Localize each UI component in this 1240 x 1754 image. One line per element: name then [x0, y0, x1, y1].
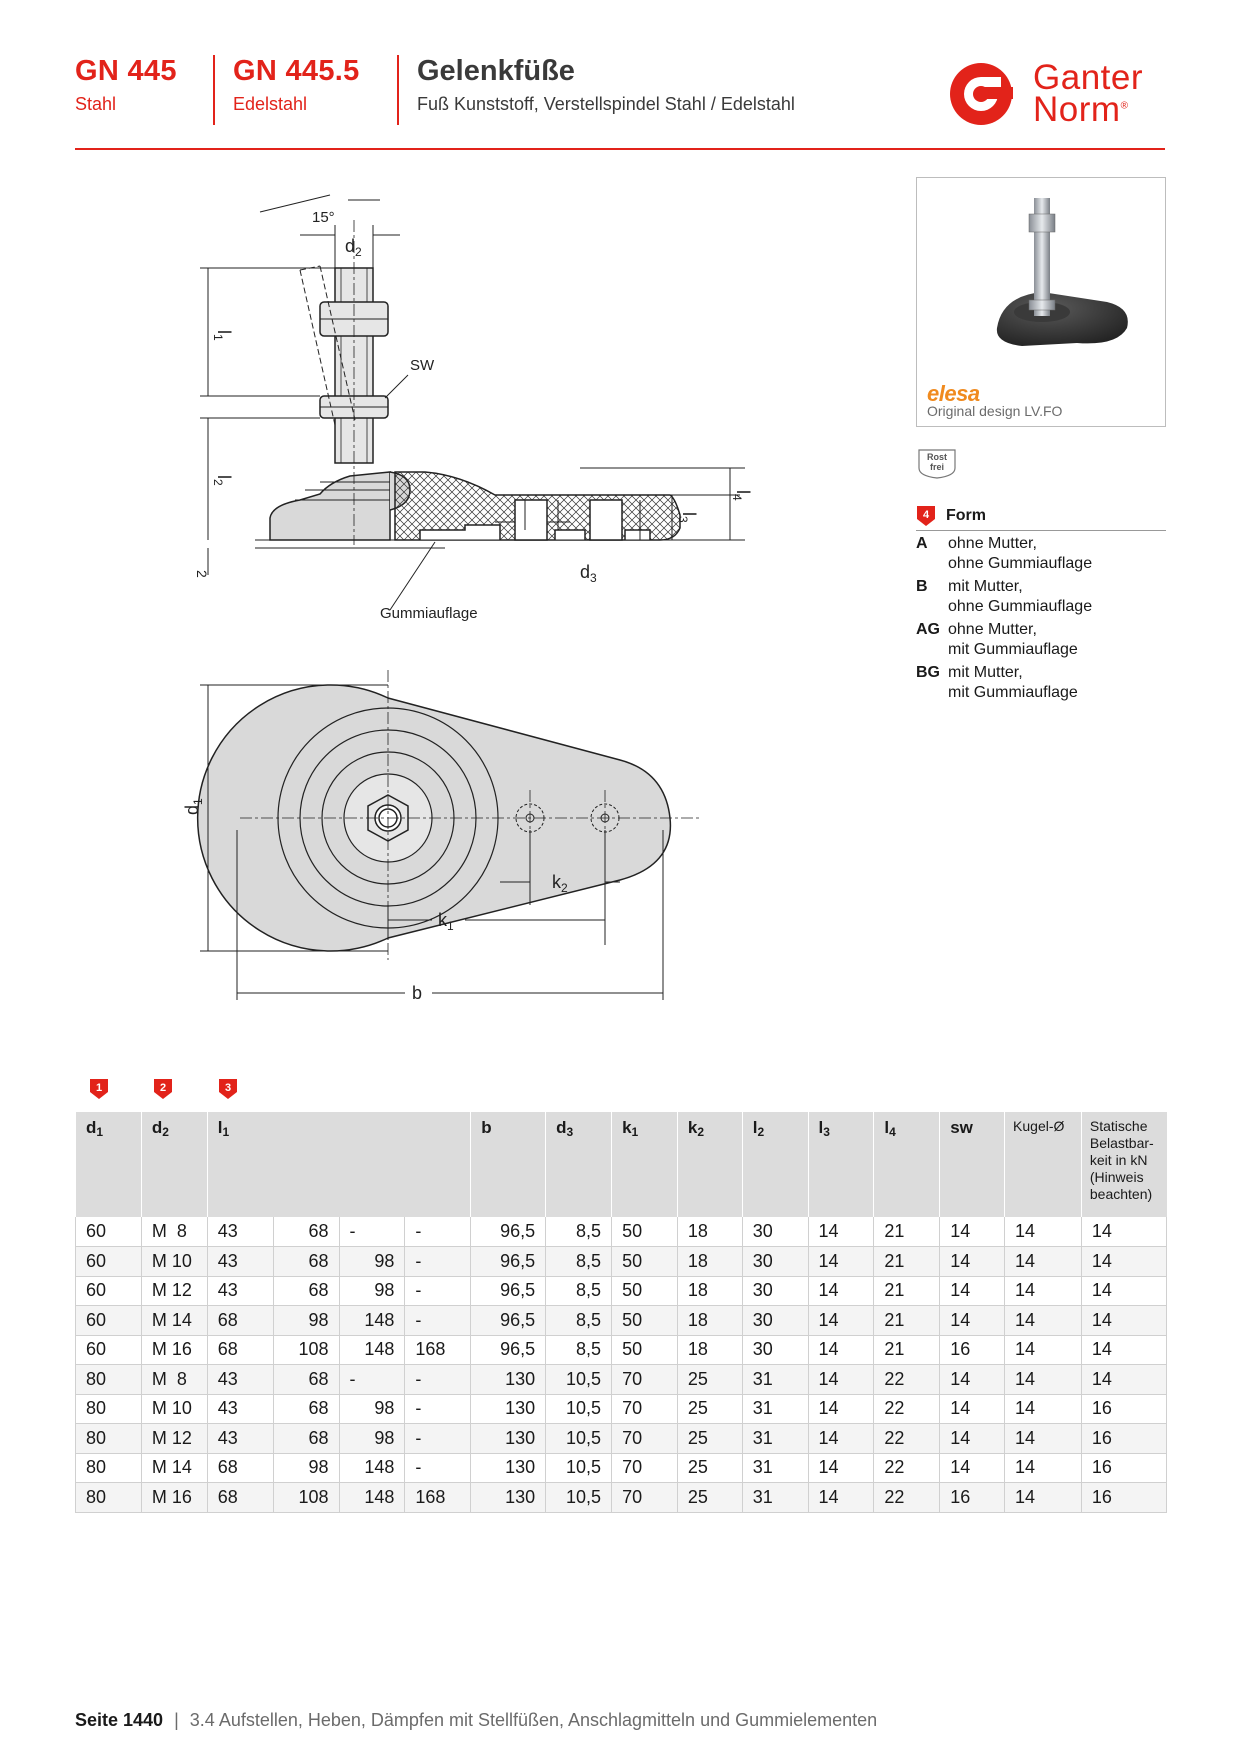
table-cell: 14 [940, 1424, 1005, 1454]
table-cell: 68 [207, 1335, 273, 1365]
form-item: A ohne Mutter, ohne Gummiauflage [916, 535, 1093, 572]
section-title: 3.4 Aufstellen, Heben, Dämpfen mit Stellfüßen, Anschlagmitteln und Gummielementen [189, 1710, 878, 1730]
table-row [76, 1483, 1167, 1513]
col-d1: $d_1$ [76, 1112, 142, 1217]
table-cell: 130 [471, 1483, 546, 1513]
table-cell: 10,5 [546, 1394, 612, 1424]
table-cell: 60 [76, 1276, 142, 1306]
header-divider [213, 55, 215, 125]
table-cell: 10,5 [546, 1453, 612, 1483]
table-cell: 68 [207, 1483, 273, 1513]
table-cell: 148 [339, 1335, 405, 1365]
table-row [76, 1365, 1167, 1395]
table-cell: 98 [273, 1453, 339, 1483]
col-k1: $k_1$ [612, 1112, 678, 1217]
b-label: b [412, 983, 423, 1003]
table-cell: 148 [339, 1483, 405, 1513]
table-cell: 14 [808, 1365, 874, 1395]
l3-label: $l_3$ [676, 512, 699, 523]
table-cell: 43 [207, 1247, 273, 1277]
table-cell: M 8 [141, 1365, 207, 1395]
form-header [916, 505, 1166, 531]
badge-2-icon [153, 1078, 173, 1100]
table-cell: 31 [742, 1394, 808, 1424]
table-cell: 8,5 [546, 1306, 612, 1336]
l4-label: $l_4$ [730, 490, 753, 501]
col-load: Statische Belastbar- keit in kN (Hinweis beachten) [1081, 1112, 1166, 1217]
table-cell: 50 [612, 1306, 678, 1336]
d3-label: $d_3$ [580, 562, 597, 585]
form-legend [916, 505, 1166, 703]
l1-label: $l_1$ [211, 330, 234, 341]
table-cell: 14 [808, 1276, 874, 1306]
page-subtitle: Fuß Kunststoff, Verstellspindel Stahl / Edelstahl [417, 94, 795, 114]
table-cell: 68 [273, 1394, 339, 1424]
table-cell: 168 [405, 1335, 471, 1365]
table-cell: 96,5 [471, 1276, 546, 1306]
table-cell: 14 [1005, 1483, 1082, 1513]
form-label: Form [946, 506, 986, 524]
l2-label: $l_2$ [211, 475, 234, 486]
table-cell: - [405, 1424, 471, 1454]
table-cell: 68 [207, 1453, 273, 1483]
table-cell: 98 [339, 1247, 405, 1277]
table-cell: 14 [1005, 1394, 1082, 1424]
leveling-foot-image [917, 178, 1164, 378]
table-cell: 60 [76, 1217, 142, 1247]
title-block [417, 55, 795, 115]
table-cell: 30 [742, 1217, 808, 1247]
top-view-drawing [182, 660, 720, 1020]
dimension-table [75, 1112, 1167, 1513]
table-row [76, 1335, 1167, 1365]
table-cell: 18 [677, 1306, 742, 1336]
table-row [76, 1424, 1167, 1454]
table-cell: 14 [940, 1365, 1005, 1395]
badge-4-icon [916, 505, 936, 527]
table-cell: 130 [471, 1365, 546, 1395]
table-cell: - [405, 1276, 471, 1306]
table-row [76, 1453, 1167, 1483]
table-cell: 96,5 [471, 1247, 546, 1277]
table-cell: 96,5 [471, 1217, 546, 1247]
table-cell: M 16 [141, 1335, 207, 1365]
table-cell: 30 [742, 1247, 808, 1277]
table-cell: 31 [742, 1424, 808, 1454]
table-cell: 22 [874, 1424, 940, 1454]
table-cell: 14 [808, 1247, 874, 1277]
material-stainless: Edelstahl [233, 94, 308, 114]
table-cell: 14 [940, 1306, 1005, 1336]
table-cell: 14 [940, 1394, 1005, 1424]
badge-1-icon [89, 1078, 109, 1100]
table-cell: 14 [808, 1394, 874, 1424]
table-cell: 50 [612, 1247, 678, 1277]
table-cell: 108 [273, 1335, 339, 1365]
table-cell: 130 [471, 1394, 546, 1424]
table-cell: 25 [677, 1394, 742, 1424]
table-cell: 43 [207, 1365, 273, 1395]
table-cell: 43 [207, 1394, 273, 1424]
table-cell: 43 [207, 1276, 273, 1306]
svg-text:4: 4 [922, 508, 930, 521]
table-cell: 98 [339, 1394, 405, 1424]
table-cell: 10,5 [546, 1483, 612, 1513]
table-cell: M 14 [141, 1453, 207, 1483]
table-cell: 108 [273, 1483, 339, 1513]
rostfrei-icon [917, 446, 957, 480]
ganter-norm-logo [945, 58, 1175, 128]
k1-label: $k_1$ [438, 910, 454, 933]
col-b: b [471, 1112, 546, 1217]
table-row [76, 1306, 1167, 1336]
table-cell: 22 [874, 1483, 940, 1513]
table-cell: 22 [874, 1394, 940, 1424]
table-cell: 14 [1005, 1306, 1082, 1336]
table-header-row [76, 1112, 1167, 1217]
table-cell: 14 [1005, 1453, 1082, 1483]
table-cell: 14 [1081, 1306, 1166, 1336]
table-cell: - [339, 1365, 405, 1395]
table-cell: 70 [612, 1453, 678, 1483]
table-cell: 68 [273, 1217, 339, 1247]
d1-label: $d_1$ [182, 798, 205, 815]
table-cell: - [405, 1394, 471, 1424]
table-cell: M 12 [141, 1276, 207, 1306]
table-cell: 80 [76, 1394, 142, 1424]
table-cell: M 10 [141, 1247, 207, 1277]
table-cell: 8,5 [546, 1276, 612, 1306]
table-cell: 68 [273, 1424, 339, 1454]
table-cell: 10,5 [546, 1424, 612, 1454]
table-cell: 25 [677, 1365, 742, 1395]
table-cell: 98 [339, 1276, 405, 1306]
table-cell: 8,5 [546, 1217, 612, 1247]
table-cell: 14 [1081, 1247, 1166, 1277]
form-item: B mit Mutter, ohne Gummiauflage [916, 578, 1093, 615]
table-cell: 31 [742, 1365, 808, 1395]
dim-2-label: 2 [194, 570, 210, 578]
table-cell: 130 [471, 1453, 546, 1483]
col-l2: $l_2$ [742, 1112, 808, 1217]
table-cell: 14 [1081, 1335, 1166, 1365]
table-cell: 60 [76, 1335, 142, 1365]
table-cell: 16 [1081, 1453, 1166, 1483]
table-cell: 70 [612, 1424, 678, 1454]
table-cell: 14 [1005, 1276, 1082, 1306]
table-cell: 16 [1081, 1394, 1166, 1424]
table-cell: 68 [273, 1276, 339, 1306]
material-steel: Stahl [75, 94, 117, 114]
table-cell: 8,5 [546, 1335, 612, 1365]
table-cell: 14 [940, 1276, 1005, 1306]
table-cell: 14 [1081, 1217, 1166, 1247]
table-row [76, 1247, 1167, 1277]
table-cell: M 16 [141, 1483, 207, 1513]
table-cell: 70 [612, 1394, 678, 1424]
table-cell: 80 [76, 1453, 142, 1483]
form-item: BG mit Mutter, mit Gummiauflage [916, 664, 1078, 701]
table-cell: 168 [405, 1483, 471, 1513]
header-rule [75, 148, 1165, 150]
table-cell: - [405, 1247, 471, 1277]
table-cell: 14 [940, 1453, 1005, 1483]
table-row [76, 1394, 1167, 1424]
table-cell: 25 [677, 1453, 742, 1483]
product-code-steel: GN 445 [75, 55, 177, 87]
table-cell: 80 [76, 1424, 142, 1454]
col-d3: $d_3$ [546, 1112, 612, 1217]
table-cell: 14 [808, 1453, 874, 1483]
table-cell: 50 [612, 1217, 678, 1247]
code1-block [75, 55, 177, 115]
table-cell: 14 [808, 1306, 874, 1336]
col-l3: $l_3$ [808, 1112, 874, 1217]
table-cell: 43 [207, 1217, 273, 1247]
table-cell: 16 [1081, 1424, 1166, 1454]
col-d2: $d_2$ [141, 1112, 207, 1217]
table-cell: 22 [874, 1365, 940, 1395]
table-cell: - [405, 1306, 471, 1336]
sw-label: SW [410, 357, 435, 374]
table-cell: 14 [808, 1335, 874, 1365]
badge-3-icon [218, 1078, 238, 1100]
table-cell: 30 [742, 1306, 808, 1336]
table-cell: - [339, 1217, 405, 1247]
table-cell: - [405, 1217, 471, 1247]
table-cell: - [405, 1453, 471, 1483]
col-l4: $l_4$ [874, 1112, 940, 1217]
table-cell: 21 [874, 1247, 940, 1277]
table-cell: 21 [874, 1306, 940, 1336]
table-cell: M 14 [141, 1306, 207, 1336]
table-cell: 96,5 [471, 1306, 546, 1336]
table-cell: 21 [874, 1276, 940, 1306]
table-cell: 14 [808, 1217, 874, 1247]
table-row [76, 1276, 1167, 1306]
side-view-drawing [194, 200, 760, 640]
svg-text:Rost: Rost [927, 452, 947, 462]
table-cell: 43 [207, 1424, 273, 1454]
table-cell: 68 [273, 1247, 339, 1277]
product-photo [916, 177, 1166, 427]
table-cell: 22 [874, 1453, 940, 1483]
table-cell: 98 [339, 1424, 405, 1454]
table-cell: 31 [742, 1453, 808, 1483]
table-cell: 96,5 [471, 1335, 546, 1365]
table-cell: 8,5 [546, 1247, 612, 1277]
table-cell: 68 [273, 1365, 339, 1395]
table-cell: 14 [1005, 1335, 1082, 1365]
table-cell: 16 [1081, 1483, 1166, 1513]
table-cell: 98 [273, 1306, 339, 1336]
photo-caption: Original design LV.FO [927, 403, 1063, 419]
page-number: Seite 1440 [75, 1710, 164, 1730]
table-cell: 14 [940, 1217, 1005, 1247]
table-cell: 30 [742, 1335, 808, 1365]
table-row [76, 1217, 1167, 1247]
table-cell: 21 [874, 1217, 940, 1247]
rubber-label: Gummiauflage [380, 605, 478, 622]
col-sw: sw [940, 1112, 1005, 1217]
d2-label: $d_2$ [345, 236, 362, 259]
table-cell: 14 [940, 1247, 1005, 1277]
logo-text-ganter: Ganter [1033, 58, 1143, 97]
svg-text:2: 2 [159, 1082, 167, 1094]
code2-block [233, 55, 360, 115]
table-cell: 60 [76, 1306, 142, 1336]
logo-text-norm: Norm® [1033, 90, 1129, 129]
table-cell: 14 [1081, 1276, 1166, 1306]
table-cell: 130 [471, 1424, 546, 1454]
page-footer: Seite 1440 | 3.4 Aufstellen, Heben, Dämpfen mit Stellfüßen, Anschlagmitteln und Gummielementen [75, 1710, 878, 1730]
table-cell: 80 [76, 1483, 142, 1513]
table-cell: 18 [677, 1217, 742, 1247]
table-cell: M 12 [141, 1424, 207, 1454]
table-cell: 16 [940, 1483, 1005, 1513]
page-title: Gelenkfüße [417, 55, 575, 87]
table-cell: 21 [874, 1335, 940, 1365]
table-cell: 14 [1081, 1365, 1166, 1395]
table-cell: 148 [339, 1306, 405, 1336]
table-cell: 14 [1005, 1424, 1082, 1454]
angle-label: 15° [312, 209, 335, 226]
svg-text:1: 1 [95, 1082, 103, 1094]
table-cell: 60 [76, 1247, 142, 1277]
svg-text:frei: frei [929, 462, 945, 472]
table-cell: 14 [1005, 1365, 1082, 1395]
table-cell: 14 [808, 1424, 874, 1454]
table-cell: 18 [677, 1276, 742, 1306]
table-cell: 80 [76, 1365, 142, 1395]
table-cell: 50 [612, 1335, 678, 1365]
ganter-logo-icon [945, 58, 1023, 128]
table-cell: 30 [742, 1276, 808, 1306]
table-cell: 16 [940, 1335, 1005, 1365]
table-cell: 18 [677, 1335, 742, 1365]
col-k2: $k_2$ [677, 1112, 742, 1217]
column-badges [75, 1078, 1165, 1102]
table-cell: 14 [1005, 1217, 1082, 1247]
header-divider [397, 55, 399, 125]
table-cell: 25 [677, 1424, 742, 1454]
elesa-logo: elesa [927, 381, 980, 406]
col-l1: $l_1$ [207, 1112, 471, 1217]
table-cell: 68 [207, 1306, 273, 1336]
table-cell: 70 [612, 1483, 678, 1513]
table-cell: 70 [612, 1365, 678, 1395]
table-cell: 31 [742, 1483, 808, 1513]
product-code-stainless: GN 445.5 [233, 55, 360, 87]
svg-text:3: 3 [224, 1082, 232, 1094]
table-cell: 18 [677, 1247, 742, 1277]
col-kugel: Kugel-Ø [1005, 1112, 1082, 1217]
table-cell: 10,5 [546, 1365, 612, 1395]
table-cell: - [405, 1365, 471, 1395]
table-cell: 14 [808, 1483, 874, 1513]
table-cell: M 8 [141, 1217, 207, 1247]
table-cell: 14 [1005, 1247, 1082, 1277]
table-cell: M 10 [141, 1394, 207, 1424]
form-item: AG ohne Mutter, mit Gummiauflage [916, 621, 1078, 658]
k2-label: $k_2$ [552, 872, 568, 895]
table-cell: 25 [677, 1483, 742, 1513]
table-cell: 148 [339, 1453, 405, 1483]
table-cell: 50 [612, 1276, 678, 1306]
